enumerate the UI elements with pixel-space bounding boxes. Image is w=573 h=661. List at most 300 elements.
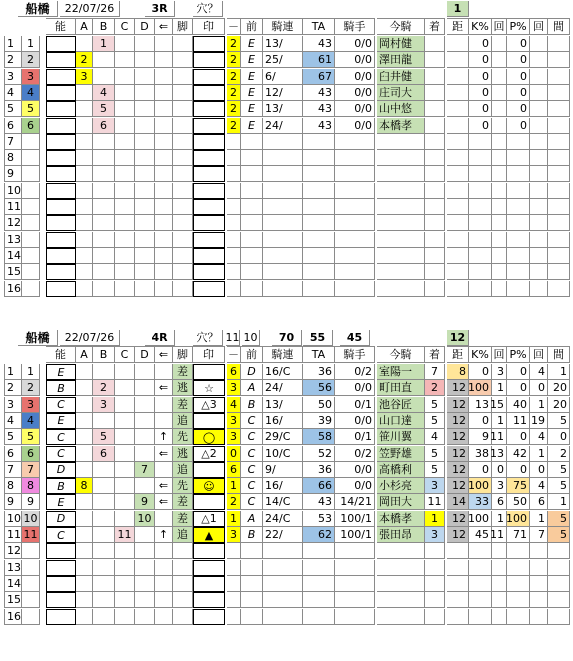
kr-cell: 13/ <box>263 36 303 52</box>
ar-cell <box>155 462 173 478</box>
d-cell <box>135 118 155 134</box>
p-cell: 0 <box>507 462 530 478</box>
waku-cell <box>22 134 40 150</box>
p-cell <box>507 232 530 248</box>
ar-cell <box>155 397 173 413</box>
ds-cell: 12 <box>447 527 469 543</box>
g2-cell <box>530 576 548 592</box>
ky-cell <box>173 281 193 297</box>
ar-cell <box>155 576 173 592</box>
a-cell <box>76 264 93 280</box>
header-arrow: ⇐ <box>155 18 173 35</box>
c-cell <box>115 609 135 625</box>
ky-cell <box>173 199 193 215</box>
jk-cell <box>377 183 425 199</box>
s-cell <box>193 85 225 101</box>
kn-cell <box>548 36 570 52</box>
jk-cell: 笹川翼 <box>377 429 425 445</box>
ds-cell <box>447 281 469 297</box>
a-cell <box>76 380 93 396</box>
ar-cell <box>155 166 173 182</box>
waku-cell: 5 <box>22 101 40 117</box>
kr-cell: 29/C <box>263 429 303 445</box>
ky-cell: 差 <box>173 494 193 510</box>
p-cell <box>507 560 530 576</box>
a-cell <box>76 429 93 445</box>
n5: 45 <box>340 330 370 346</box>
kj-cell: 0/0 <box>335 413 375 429</box>
g-cell: 0 <box>492 462 507 478</box>
b-cell: 4 <box>93 85 115 101</box>
waku-cell <box>22 248 40 264</box>
waku-cell <box>22 150 40 166</box>
d-cell <box>135 232 155 248</box>
ky-cell <box>173 134 193 150</box>
jk-cell <box>377 199 425 215</box>
kn-cell: 5 <box>548 511 570 527</box>
ch-cell: 4 <box>425 429 445 445</box>
jk-cell <box>377 134 425 150</box>
ta-cell: 43 <box>303 494 335 510</box>
ar-cell <box>155 364 173 380</box>
g-cell: 1 <box>492 413 507 429</box>
ch-cell <box>425 543 445 559</box>
ds-cell: 12 <box>447 429 469 445</box>
d-cell <box>135 166 155 182</box>
row-number: 8 <box>4 150 22 166</box>
header-kisho: 騎連 <box>263 18 303 35</box>
ch-cell <box>425 199 445 215</box>
row-number: 11 <box>4 527 22 543</box>
s-cell <box>193 52 225 68</box>
m-cell: C <box>241 413 263 429</box>
ar-cell <box>155 511 173 527</box>
row-number: 9 <box>4 166 22 182</box>
ar-cell <box>155 281 173 297</box>
g-cell <box>492 101 507 117</box>
h-cell: 2 <box>227 101 241 117</box>
ta-cell: 56 <box>303 380 335 396</box>
flag-cell: 1 <box>447 1 469 17</box>
ar-cell <box>155 413 173 429</box>
kr-cell <box>263 576 303 592</box>
kn-cell <box>548 248 570 264</box>
header-nou: 能 <box>46 346 76 363</box>
d-cell <box>135 609 155 625</box>
m-cell: E <box>241 85 263 101</box>
nou-cell <box>46 543 76 559</box>
ky-cell <box>173 118 193 134</box>
c-cell <box>115 543 135 559</box>
kr-cell <box>263 609 303 625</box>
kj-cell: 100/1 <box>335 527 375 543</box>
g2-cell: 6 <box>530 494 548 510</box>
h-cell <box>227 543 241 559</box>
kr-cell: 6/ <box>263 69 303 85</box>
header-chaku: 着 <box>425 18 445 35</box>
row-number: 10 <box>4 183 22 199</box>
h-cell <box>227 150 241 166</box>
nou-cell: B <box>46 478 76 494</box>
row-number: 6 <box>4 118 22 134</box>
c-cell <box>115 478 135 494</box>
row-number: 12 <box>4 215 22 231</box>
c-cell <box>115 166 135 182</box>
d-cell: 10 <box>135 511 155 527</box>
b-cell <box>93 511 115 527</box>
h-cell <box>227 215 241 231</box>
ch-cell <box>425 232 445 248</box>
ds-cell: 12 <box>447 413 469 429</box>
row-number: 5 <box>4 101 22 117</box>
header-d: D <box>135 346 155 363</box>
k-cell <box>469 199 492 215</box>
a-cell <box>76 101 93 117</box>
header-dash: － <box>228 20 239 33</box>
g2-cell <box>530 69 548 85</box>
header-kyaku: 脚 <box>173 346 193 363</box>
waku-cell: 5 <box>22 429 40 445</box>
s-cell <box>193 264 225 280</box>
g2-cell <box>530 543 548 559</box>
m-cell: E <box>241 52 263 68</box>
kr-cell <box>263 134 303 150</box>
m-cell <box>241 543 263 559</box>
kn-cell <box>548 52 570 68</box>
ky-cell: 逃 <box>173 380 193 396</box>
header-c: C <box>115 18 135 35</box>
header-dash: － <box>228 348 239 361</box>
ch-cell: 5 <box>425 462 445 478</box>
row-number: 4 <box>4 413 22 429</box>
ch-cell: 7 <box>425 364 445 380</box>
nou-cell <box>46 166 76 182</box>
header-kai2: 回 <box>530 346 548 363</box>
d-cell <box>135 36 155 52</box>
kn-cell <box>548 85 570 101</box>
ds-cell <box>447 52 469 68</box>
d-cell <box>135 560 155 576</box>
kr-cell: 24/ <box>263 118 303 134</box>
g-cell: 13 <box>492 446 507 462</box>
a-cell <box>76 281 93 297</box>
g-cell <box>492 232 507 248</box>
k-cell: 33 <box>469 494 492 510</box>
ch-cell <box>425 150 445 166</box>
kj-cell <box>335 248 375 264</box>
ta-cell: 43 <box>303 101 335 117</box>
d-cell <box>135 101 155 117</box>
header-chaku: 着 <box>425 346 445 363</box>
ds-cell <box>447 36 469 52</box>
g2-cell: 1 <box>530 446 548 462</box>
row-number: 3 <box>4 69 22 85</box>
nou-cell <box>46 52 76 68</box>
s-cell: ▲ <box>193 527 225 543</box>
s-cell <box>193 576 225 592</box>
kj-cell: 0/1 <box>335 429 375 445</box>
ds-cell <box>447 183 469 199</box>
kr-cell: 25/ <box>263 52 303 68</box>
kr-cell: 24/ <box>263 380 303 396</box>
d-cell <box>135 248 155 264</box>
ar-cell <box>155 101 173 117</box>
g-cell <box>492 609 507 625</box>
row-number: 10 <box>4 511 22 527</box>
c-cell <box>115 592 135 608</box>
g2-cell <box>530 150 548 166</box>
kj-cell: 0/2 <box>335 446 375 462</box>
kn-cell <box>548 543 570 559</box>
g-cell: 11 <box>492 527 507 543</box>
kr-cell: 24/C <box>263 511 303 527</box>
n4: 55 <box>303 330 333 346</box>
ta-cell <box>303 609 335 625</box>
ch-cell: 5 <box>425 413 445 429</box>
p-cell <box>507 183 530 199</box>
b-cell <box>93 462 115 478</box>
row-number: 8 <box>4 478 22 494</box>
waku-cell: 8 <box>22 478 40 494</box>
ta-cell <box>303 199 335 215</box>
jk-cell: 庄司大 <box>377 85 425 101</box>
d-cell <box>135 52 155 68</box>
ky-cell: 差 <box>173 511 193 527</box>
ta-cell: 52 <box>303 446 335 462</box>
p-cell: 71 <box>507 527 530 543</box>
d-cell <box>135 446 155 462</box>
s-cell <box>193 462 225 478</box>
ds-cell: 12 <box>447 446 469 462</box>
row-number: 15 <box>4 264 22 280</box>
nou-cell <box>46 85 76 101</box>
s-cell <box>193 118 225 134</box>
ch-cell: 11 <box>425 494 445 510</box>
kj-cell: 0/0 <box>335 380 375 396</box>
kn-cell: 1 <box>548 494 570 510</box>
a-cell <box>76 527 93 543</box>
m-cell: C <box>241 478 263 494</box>
nou-cell <box>46 576 76 592</box>
a-cell <box>76 413 93 429</box>
s-cell <box>193 413 225 429</box>
h-cell <box>227 576 241 592</box>
waku-cell <box>22 264 40 280</box>
waku-cell: 10 <box>22 511 40 527</box>
header-d: D <box>135 18 155 35</box>
kj-cell: 0/1 <box>335 397 375 413</box>
jk-cell: 岡村健 <box>377 36 425 52</box>
m-cell <box>241 592 263 608</box>
s-cell <box>193 183 225 199</box>
ta-cell <box>303 543 335 559</box>
ta-cell <box>303 183 335 199</box>
s-cell <box>193 592 225 608</box>
header-pp: P% <box>507 18 530 35</box>
kr-cell: 14/C <box>263 494 303 510</box>
k-cell: 100 <box>469 511 492 527</box>
g2-cell <box>530 52 548 68</box>
jk-cell <box>377 560 425 576</box>
a-cell <box>76 494 93 510</box>
c-cell <box>115 118 135 134</box>
ky-cell <box>173 543 193 559</box>
kj-cell <box>335 592 375 608</box>
g-cell <box>492 85 507 101</box>
g-cell <box>492 281 507 297</box>
g-cell: 3 <box>492 478 507 494</box>
p-cell <box>507 592 530 608</box>
s-cell <box>193 494 225 510</box>
nou-cell: C <box>46 446 76 462</box>
k-cell: 0 <box>469 52 492 68</box>
ta-cell: 36 <box>303 364 335 380</box>
nou-cell: C <box>46 397 76 413</box>
s-cell <box>193 166 225 182</box>
s-cell <box>193 199 225 215</box>
header-kyori: 距 <box>447 18 469 35</box>
m-cell <box>241 134 263 150</box>
s-cell <box>193 281 225 297</box>
k-cell <box>469 264 492 280</box>
p-cell: 0 <box>507 69 530 85</box>
kn-cell: 5 <box>548 478 570 494</box>
c-cell <box>115 199 135 215</box>
g2-cell <box>530 118 548 134</box>
c-cell <box>115 429 135 445</box>
ar-cell <box>155 264 173 280</box>
header-kai: 回 <box>492 18 507 35</box>
kn-cell <box>548 592 570 608</box>
a-cell <box>76 462 93 478</box>
a-cell: 8 <box>76 478 93 494</box>
header-b: B <box>93 18 115 35</box>
m-cell <box>241 609 263 625</box>
ta-cell <box>303 134 335 150</box>
ar-cell: ⇐ <box>155 380 173 396</box>
header-kishu: 騎手 <box>335 346 375 363</box>
h-cell: 3 <box>227 413 241 429</box>
nou-cell <box>46 281 76 297</box>
ds-cell <box>447 248 469 264</box>
kj-cell: 0/0 <box>335 462 375 478</box>
ky-cell: 先 <box>173 478 193 494</box>
kr-cell: 10/C <box>263 446 303 462</box>
waku-cell: 7 <box>22 462 40 478</box>
p-cell: 100 <box>507 511 530 527</box>
nou-cell: C <box>46 429 76 445</box>
ta-cell: 67 <box>303 69 335 85</box>
jk-cell <box>377 150 425 166</box>
k-cell: 0 <box>469 413 492 429</box>
row-number: 4 <box>4 85 22 101</box>
c-cell <box>115 85 135 101</box>
h-cell: 4 <box>227 397 241 413</box>
kr-cell: 16/ <box>263 478 303 494</box>
header-kisho: 騎連 <box>263 346 303 363</box>
b-cell <box>93 592 115 608</box>
row-number: 3 <box>4 397 22 413</box>
c-cell <box>115 560 135 576</box>
ar-cell <box>155 183 173 199</box>
ch-cell <box>425 576 445 592</box>
ch-cell <box>425 166 445 182</box>
nou-cell <box>46 609 76 625</box>
ar-cell <box>155 543 173 559</box>
ds-cell: 8 <box>447 364 469 380</box>
c-cell <box>115 52 135 68</box>
c-cell <box>115 134 135 150</box>
kj-cell <box>335 543 375 559</box>
s-cell: ☆ <box>193 380 225 396</box>
m-cell <box>241 560 263 576</box>
waku-cell: 3 <box>22 397 40 413</box>
ta-cell <box>303 166 335 182</box>
header-nou: 能 <box>46 18 76 35</box>
m-cell: E <box>241 101 263 117</box>
g-cell: 11 <box>492 429 507 445</box>
c-cell: 11 <box>115 527 135 543</box>
ta-cell: 39 <box>303 413 335 429</box>
a-cell <box>76 232 93 248</box>
waku-cell: 9 <box>22 494 40 510</box>
g-cell <box>492 264 507 280</box>
ta-cell <box>303 215 335 231</box>
row-number: 9 <box>4 494 22 510</box>
venue-label: 船橋 <box>18 330 58 346</box>
waku-cell <box>22 281 40 297</box>
jk-cell: 笠野雄 <box>377 446 425 462</box>
h-cell: 2 <box>227 36 241 52</box>
p-cell: 50 <box>507 494 530 510</box>
header-pp: P% <box>507 346 530 363</box>
a-cell <box>76 397 93 413</box>
nou-cell <box>46 560 76 576</box>
ta-cell: 50 <box>303 397 335 413</box>
b-cell <box>93 134 115 150</box>
g-cell <box>492 134 507 150</box>
jk-cell: 池谷匠 <box>377 397 425 413</box>
waku-cell: 2 <box>22 380 40 396</box>
p-cell: 0 <box>507 52 530 68</box>
m-cell: D <box>241 364 263 380</box>
row-number: 6 <box>4 446 22 462</box>
c-cell <box>115 264 135 280</box>
d-cell <box>135 69 155 85</box>
b-cell <box>93 264 115 280</box>
g2-cell: 4 <box>530 364 548 380</box>
h-cell <box>227 166 241 182</box>
ar-cell <box>155 69 173 85</box>
g-cell <box>492 543 507 559</box>
ky-cell: 差 <box>173 364 193 380</box>
p-cell <box>507 166 530 182</box>
waku-cell: 6 <box>22 118 40 134</box>
s-cell <box>193 543 225 559</box>
ch-cell: 1 <box>425 511 445 527</box>
header-konki: 今騎 <box>377 346 425 363</box>
p-cell <box>507 576 530 592</box>
kj-cell <box>335 281 375 297</box>
s-cell <box>193 134 225 150</box>
row-number: 14 <box>4 248 22 264</box>
ch-cell: 3 <box>425 478 445 494</box>
g-cell <box>492 215 507 231</box>
k-cell: 100 <box>469 478 492 494</box>
d-cell: 7 <box>135 462 155 478</box>
kr-cell <box>263 264 303 280</box>
ch-cell <box>425 85 445 101</box>
